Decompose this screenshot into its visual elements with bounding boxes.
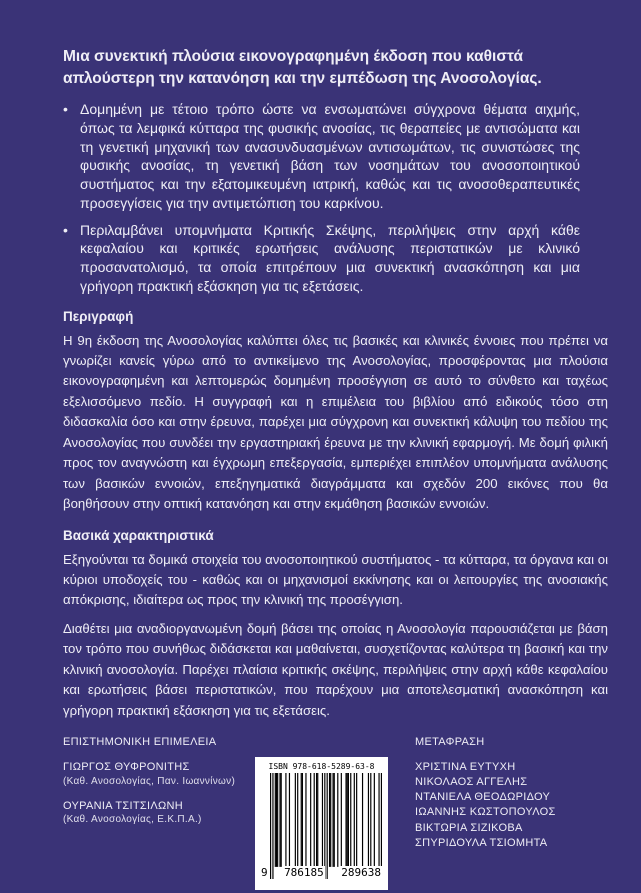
- editor-affiliation: (Καθ. Ανοσολογίας, Ε.Κ.Π.Α.): [63, 814, 202, 826]
- editor-affiliation: (Καθ. Ανοσολογίας, Παν. Ιωαννίνων): [63, 776, 236, 788]
- bullet-icon: •: [63, 221, 68, 238]
- translation-heading: ΜΕΤΑΦΡΑΣΗ: [415, 736, 485, 749]
- ean-group-1: 786185: [284, 866, 324, 879]
- ean-group-2: 289638: [341, 866, 381, 879]
- highlight-item: [63, 100, 580, 213]
- features-heading: Βασικά χαρακτηριστικά: [63, 527, 214, 543]
- ean-first-digit: 9: [261, 866, 268, 879]
- highlight-text: Δομημένη με τέτοιο τρόπο ώστε να ενσωματώνει σύγχρονα θέματα αιχμής, όπως τα λεμφικά κύτταρα της φυσικής ανοσίας, τις θεραπείες με αντισώματα και τη γενετική μηχανική των ανασυνδυασμένων αντισωμάτων, τις συνιστώσες της φυσικής ανοσίας, τη γενετική βάση των νοσημάτων του ανοσοποιητικού συστήματος και την εξατομικευμένη ιατρική, καθώς και τις ανοσοθεραπευτικές προσεγγίσεις για την αντιμετώπιση του καρκίνου.: [80, 101, 580, 211]
- translators-list: [415, 760, 608, 849]
- tagline: Μια συνεκτική πλούσια εικονογραφημένη έκδοση που καθιστά απλούστερη την κατανόηση και την εμπέδωση της Ανοσολογίας.: [63, 48, 542, 87]
- editor-name: ΓΙΩΡΓΟΣ ΘΥΦΡΟΝΙΤΗΣ: [63, 761, 190, 774]
- isbn-barcode: [255, 757, 388, 890]
- features-paragraph: Εξηγούνται τα δομικά στοιχεία του ανοσοποιητικού συστήματος - τα κύτταρα, τα όργανα και οι κύριοι υποδοχείς του - καθώς και οι μηχανισμοί εκκίνησης και οι λειτουργίες της ανοσιακής απόκρισης, ιδιαίτερα ως προς την κλινική της προσέγγιση.: [63, 551, 608, 608]
- translator-name: ΧΡΙΣΤΙΝΑ ΕΥΤΥΧΗ: [415, 761, 516, 774]
- description-heading: Περιγραφή: [63, 308, 134, 324]
- translator-name: ΝΙΚΟΛΑΟΣ ΑΓΓΕΛΗΣ: [415, 776, 528, 789]
- editor-name: ΟΥΡΑΝΙΑ ΤΣΙΤΣΙΛΩΝΗ: [63, 799, 183, 812]
- translator-name: ΝΤΑΝΙΕΛΑ ΘΕΟΔΩΡΙΔΟΥ: [415, 791, 551, 804]
- highlight-text: Περιλαμβάνει υπομνήματα Κριτικής Σκέψης, περιλήψεις στην αρχή κάθε κεφαλαίου και κριτικές ερωτήσεις ανάλυσης περιστατικών με κλινικό προσανατολισμό, τα οποία επιτρέπουν μια συνεκτική ανασκόπηση και μια γρήγορη πρακτική εξάσκηση για τις εξετάσεις.: [80, 221, 580, 294]
- translator-name: ΒΙΚΤΩΡΙΑ ΣΙΖΙΚΟΒΑ: [415, 821, 523, 834]
- bullet-icon: •: [63, 101, 68, 117]
- barcode-svg: [270, 773, 382, 879]
- translator-name: ΙΩΑΝΝΗΣ ΚΩΣΤΟΠΟΥΛΟΣ: [415, 806, 556, 819]
- editors-heading: ΕΠΙΣΤΗΜΟΝΙΚΗ ΕΠΙΜΕΛΕΙΑ: [63, 736, 217, 749]
- highlights-list: [63, 100, 608, 296]
- translation-column: [415, 736, 608, 850]
- barcode-bars: [261, 773, 382, 879]
- highlight-item: [63, 221, 580, 296]
- features-paragraph: Διαθέτει μια αναδιοργανωμένη δομή βάσει της οποίας η Ανοσολογία παρουσιάζεται με βάση τον τρόπο που συνήθως διδάσκεται και μαθαίνεται, συσχετίζοντας καλύτερα τη βασική και την κλινική ανοσολογία. Παρέχει πλαίσια κριτικής σκέψης, περιλήψεις στην αρχή κάθε κεφαλαίου και ερωτήσεις βάσει περιστατικών, που παρέχουν μια αποτελεσματική ανασκόπηση και γρήγορη πρακτική εξάσκηση για τις εξετάσεις.: [63, 620, 608, 718]
- isbn-label: ISBN 978-618-5289-63-8: [268, 762, 375, 771]
- translator-name: ΣΠΥΡΙΔΟΥΛΑ ΤΣΙΟΜΗΤΑ: [415, 836, 548, 849]
- barcode-digits: [261, 866, 382, 879]
- description-paragraph: Η 9η έκδοση της Ανοσολογίας καλύπτει όλες τις βασικές και κλινικές έννοιες που πρέπει να γνωρίζει κανείς γύρω από το αντικείμενο της Ανοσολογίας, προσφέροντας μια πλούσια εικονογραφημένη και λεπτομερώς δομημένη προσέγγιση σε αυτό το σύνθετο και ταχέως εξελισσόμενο πεδίο. Η συγγραφή και η επιμέλεια του βιβλίου από ειδικούς τόσο στη διδασκαλία όσο και στην έρευνα, παρέχει μια σύγχρονη και συνεκτική κάλυψη του πεδίου της Ανοσολογίας που συνδέει την εργαστηριακή έρευνα με την κλινική εφαρμογή. Με δομή φιλική προς τον αναγνώστη και έγχρωμη επεξεργασία, εμπεριέχει επιπλέον υπομνήματα ανάλυσης των βασικών εννοιών, επεξηγηματικά διαγράμματα και σχεδόν 200 εικόνες που θα βοηθήσουν στην οπτική κατανόηση και στην εκμάθηση βασικών εννοιών.: [63, 332, 608, 512]
